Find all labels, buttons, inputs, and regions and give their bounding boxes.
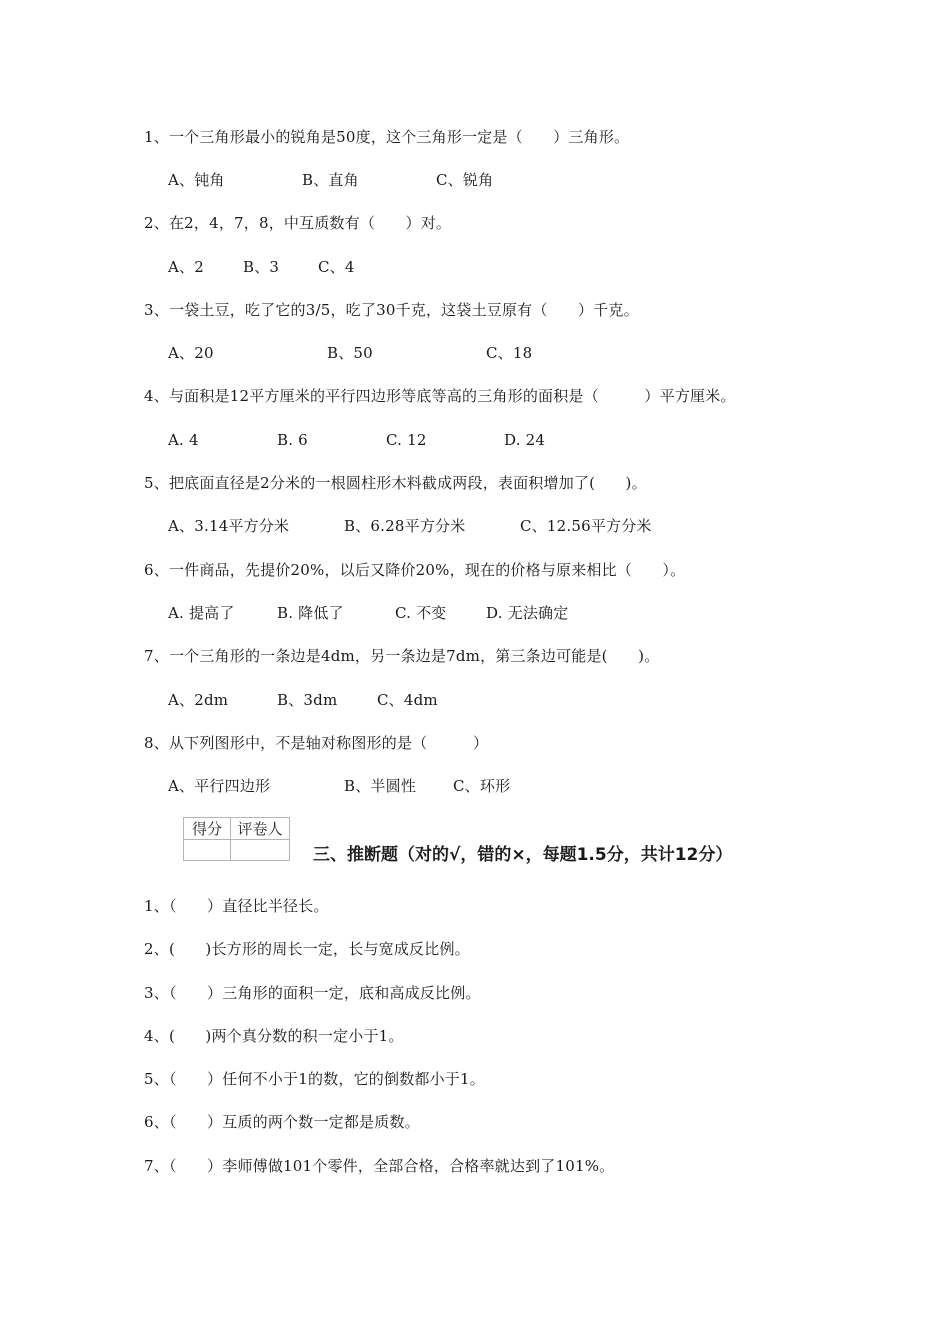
option-a: A、2dm (168, 691, 229, 709)
score-box-blank-row (184, 840, 290, 861)
option-a: A、20 (168, 344, 214, 362)
judge-question-5: 5、（ ）任何不小于1的数，它的倒数都小于1。 (144, 1070, 485, 1088)
option-b: B、3dm (277, 691, 338, 709)
option-a: A、钝角 (168, 171, 225, 189)
question-5: 5、把底面直径是2分米的一根圆柱形木料截成两段，表面积增加了( )。 (144, 474, 647, 492)
option-d: D. 24 (504, 431, 546, 449)
option-c: C、4dm (377, 691, 438, 709)
judge-question-1: 1、（ ）直径比半径长。 (144, 897, 329, 915)
question-6: 6、一件商品，先提价20%，以后又降价20%，现在的价格与原来相比（ ）。 (144, 561, 686, 579)
question-7: 7、一个三角形的一条边是4dm，另一条边是7dm，第三条边可能是( )。 (144, 647, 660, 665)
question-3: 3、一袋土豆，吃了它的3/5，吃了30千克，这袋土豆原有（ ）千克。 (144, 301, 639, 319)
question-2: 2、在2，4，7，8，中互质数有（ ）对。 (144, 214, 452, 232)
option-c: C. 不变 (395, 604, 447, 622)
question-4: 4、与面积是12平方厘米的平行四边形等底等高的三角形的面积是（ ）平方厘米。 (144, 387, 736, 405)
option-b: B、半圆性 (344, 777, 417, 795)
option-b: B. 6 (277, 431, 308, 449)
option-b: B、6.28平方分米 (344, 517, 466, 535)
judge-question-2: 2、( )长方形的周长一定，长与宽成反比例。 (144, 940, 470, 958)
option-b: B、3 (243, 258, 280, 276)
option-b: B、50 (327, 344, 373, 362)
option-c: C、12.56平方分米 (520, 517, 652, 535)
option-a: A、3.14平方分米 (168, 517, 290, 535)
question-1: 1、一个三角形最小的锐角是50度，这个三角形一定是（ ）三角形。 (144, 128, 630, 146)
option-c: C、4 (318, 258, 355, 276)
option-b: B、直角 (302, 171, 359, 189)
score-box (183, 817, 290, 861)
judge-question-3: 3、（ ）三角形的面积一定，底和高成反比例。 (144, 984, 481, 1002)
judge-question-6: 6、（ ）互质的两个数一定都是质数。 (144, 1113, 420, 1131)
question-8: 8、从下列图形中，不是轴对称图形的是（ ） (144, 734, 489, 752)
option-c: C、环形 (453, 777, 511, 795)
option-a: A、平行四边形 (168, 777, 271, 795)
score-box-header (184, 818, 290, 840)
option-a: A、2 (168, 258, 204, 276)
option-c: C. 12 (386, 431, 427, 449)
option-a: A. 4 (168, 431, 199, 449)
option-d: D. 无法确定 (486, 604, 569, 622)
option-b: B. 降低了 (277, 604, 344, 622)
option-a: A. 提高了 (168, 604, 235, 622)
score-cell[interactable] (184, 840, 231, 861)
option-c: C、18 (486, 344, 533, 362)
option-c: C、锐角 (436, 171, 494, 189)
grader-header: 评卷人 (231, 818, 290, 840)
judge-question-4: 4、( )两个真分数的积一定小于1。 (144, 1027, 404, 1045)
grader-cell[interactable] (231, 840, 290, 861)
section-title: 三、推断题（对的√，错的×，每题1.5分，共计12分） (313, 845, 733, 865)
judge-question-7: 7、（ ）李师傅做101个零件，全部合格，合格率就达到了101%。 (144, 1157, 615, 1175)
score-header: 得分 (184, 818, 231, 840)
